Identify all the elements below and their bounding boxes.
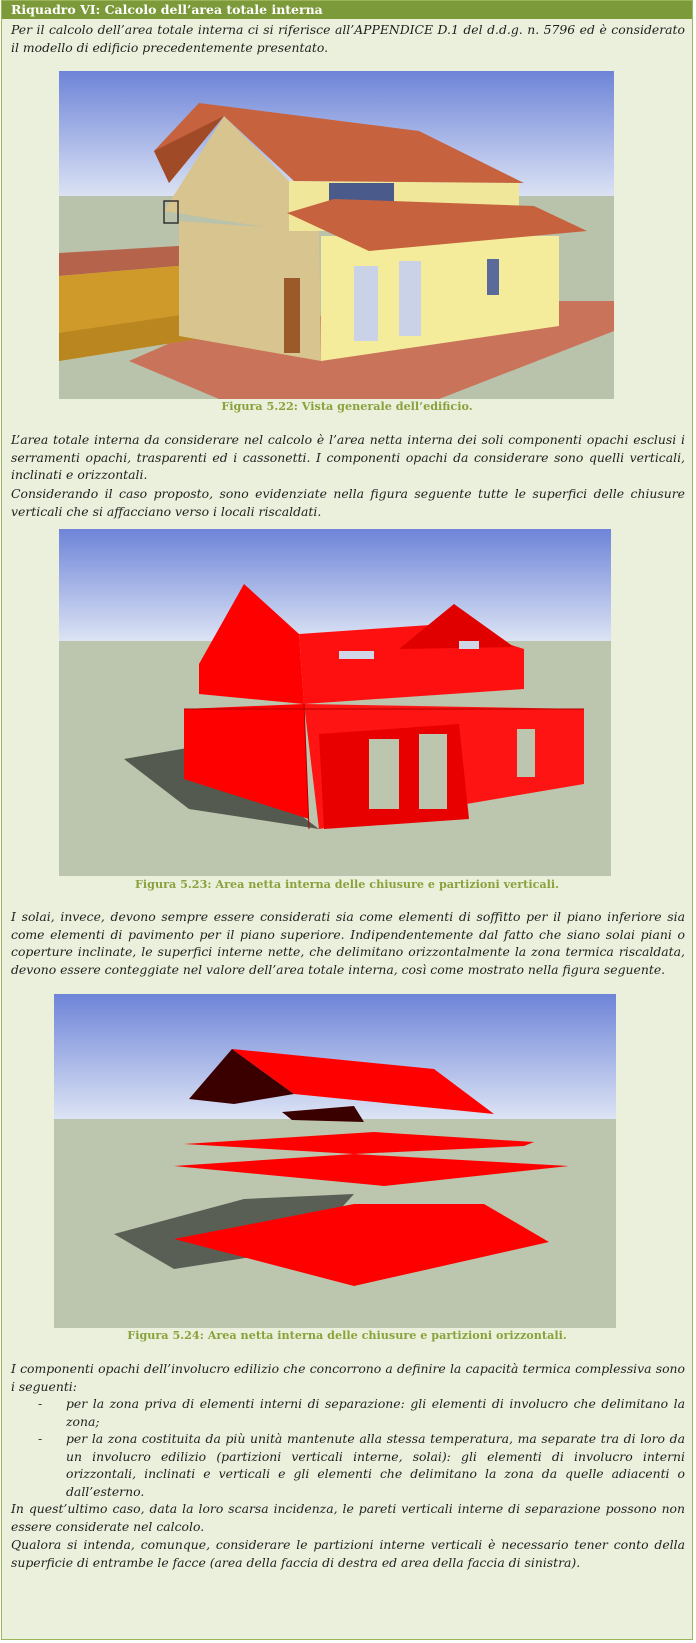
figure-house-render xyxy=(59,71,614,399)
list-item xyxy=(11,1395,685,1431)
box-title: Riquadro VI: Calcolo dell’area totale interna xyxy=(2,1,692,19)
solai-paragraph: I solai, invece, devono sempre essere considerati sia come elementi di soffitto per il piano inferiore sia come elementi di pavimento per il piano superiore. Indipendentemente dal fatto che siano solai piani o coperture inclinate, le superfici interne nette, che delimitano orizzontalmente la zona termica riscaldata, devono essere conteggiate nel valore dell’area totale interna, così come mostrato nella figura seguente. xyxy=(11,909,685,977)
list-item-text: per la zona priva di elementi interni di separazione: gli elementi di involucro che delimitano la zona; xyxy=(66,1396,685,1429)
list-item-text: per la zona costituita da più unità mantenute alla stessa temperatura, ma separate tra di loro da un involucro edilizio (partizioni verticali interne, solai): gli elementi di involucro interni orizzontali, inclinati e verticali e gli elementi che delimitano la zona da quelle adiacenti o dall’esterno. xyxy=(66,1431,685,1499)
list-dash: - xyxy=(38,1431,43,1446)
area-paragraph: L’area totale interna da considerare nel calcolo è l’area netta interna dei soli componenti opachi esclusi i serramenti opachi, trasparenti ed i cassonetti. I componenti opachi da considerare sono quelli verticali, inclinati e orizzontali. xyxy=(11,432,685,483)
figure-caption: Figura 5.24: Area netta interna delle chiusure e partizioni orizzontali. xyxy=(127,1328,567,1342)
list-item xyxy=(11,1430,685,1500)
case-paragraph: Considerando il caso proposto, sono evidenziate nella figura seguente tutte le superfici delle chiusure verticali che si affacciano verso i locali riscaldati. xyxy=(11,486,685,519)
final-paragraph: Qualora si intenda, comunque, considerare le partizioni interne verticali è necessario tener conto della superficie di entrambe le facce (area della faccia di destra ed area della faccia di sinistra). xyxy=(11,1537,685,1570)
last-case-paragraph: In quest’ultimo caso, data la loro scarsa incidenza, le pareti verticali interne di separazione possono non essere considerate nel calcolo. xyxy=(11,1501,685,1534)
components-paragraph: I componenti opachi dell’involucro edilizio che concorrono a definire la capacità termica complessiva sono i seguenti: xyxy=(11,1361,685,1394)
list-dash: - xyxy=(38,1396,43,1411)
figure-vertical-partitions xyxy=(59,529,611,876)
info-box xyxy=(1,0,693,1640)
figure-caption: Figura 5.22: Vista generale dell’edificio. xyxy=(221,399,473,413)
figure-horizontal-partitions xyxy=(54,994,616,1328)
intro-paragraph: Per il calcolo dell’area totale interna ci si riferisce all’APPENDICE D.1 del d.d.g. n. 5796 ed è considerato il modello di edificio precedentemente presentato. xyxy=(11,22,685,55)
figure-caption: Figura 5.23: Area netta interna delle chiusure e partizioni verticali. xyxy=(134,877,560,891)
